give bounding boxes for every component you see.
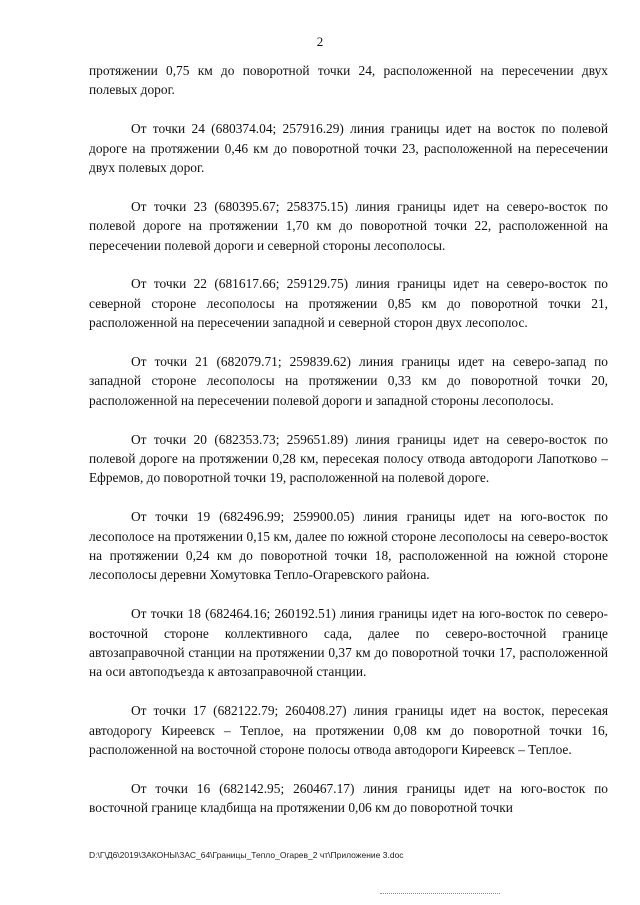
paragraph: От точки 21 (682079.71; 259839.62) линия границы идет на северо-запад по западной стороне лесополосы на протяжении 0,33 км до поворотной точки 20, расположенной на пересечении полевой дороги и западной стороны лесополосы. xyxy=(89,354,608,408)
paragraph: От точки 22 (681617.66; 259129.75) линия границы идет на северо-восток по северной стороне лесополосы на протяжении 0,85 км до поворотной точки 21, расположенной на пересечении западной и северной сторон двух лесополос. xyxy=(89,276,608,331)
document-body xyxy=(89,61,608,837)
paragraph: От точки 19 (682496.99; 259900.05) линия границы идет на юго-восток по лесополосе на протяжении 0,15 км, далее по южной стороне лесополосы на северо-восток на протяжении 0,24 км до поворотной точки 18, расположенной на южной стороне лесополосы деревни Хомутовка Тепло-Огаревского района. xyxy=(89,509,608,583)
paragraph: От точки 24 (680374.04; 257916.29) линия границы идет на восток по полевой дороге на протяжении 0,46 км до поворотной точки 23, расположенной на пересечении двух полевых дорог. xyxy=(89,121,608,176)
page-number: 2 xyxy=(316,34,324,49)
footer-file-path: D:\Г\Д6\2019\ЗАКОНЫ\ЗАС_64\Границы_Тепло_Огарев_2 чт\Приложение 3.doc xyxy=(89,850,404,860)
paragraph: протяжении 0,75 км до поворотной точки 24, расположенной на пересечении двух полевых дорог. xyxy=(89,63,608,98)
paragraph: От точки 16 (682142.95; 260467.17) линия границы идет на юго-восток по восточной границе кладбища на протяжении 0,06 км до поворотной точки xyxy=(89,780,608,816)
paragraph: От точки 20 (682353.73; 259651.89) линия границы идет на северо-восток по полевой дороге на протяжении 0,28 км, пересекая полосу отвода автодороги Лапотково – Ефремов, до поворотной точки 19, расположенной на полевой дороге. xyxy=(89,431,608,486)
paragraph: От точки 17 (682122.79; 260408.27) линия границы идет на восток, пересекая автодорогу Киреевск – Теплое, на протяжении 0,08 км до поворотной точки 16, расположенной на восточной стороне полосы отвода автодороги Киреевск – Теплое. xyxy=(89,703,608,758)
scan-artifact xyxy=(380,893,500,895)
paragraph: От точки 23 (680395.67; 258375.15) линия границы идет на северо-восток по полевой дороге на протяжении 1,70 км до поворотной точки 22, расположенной на пересечении полевой дороги и северной стороны лесополосы. xyxy=(89,198,608,253)
paragraph: От точки 18 (682464.16; 260192.51) линия границы идет на юго-восток по северо-восточной стороне коллективного сада, далее по северо-восточной границе автозаправочной станции на протяжении 0,37 км до поворотной точки 17, расположенной на оси автоподъезда к автозаправочной станции. xyxy=(89,606,608,680)
